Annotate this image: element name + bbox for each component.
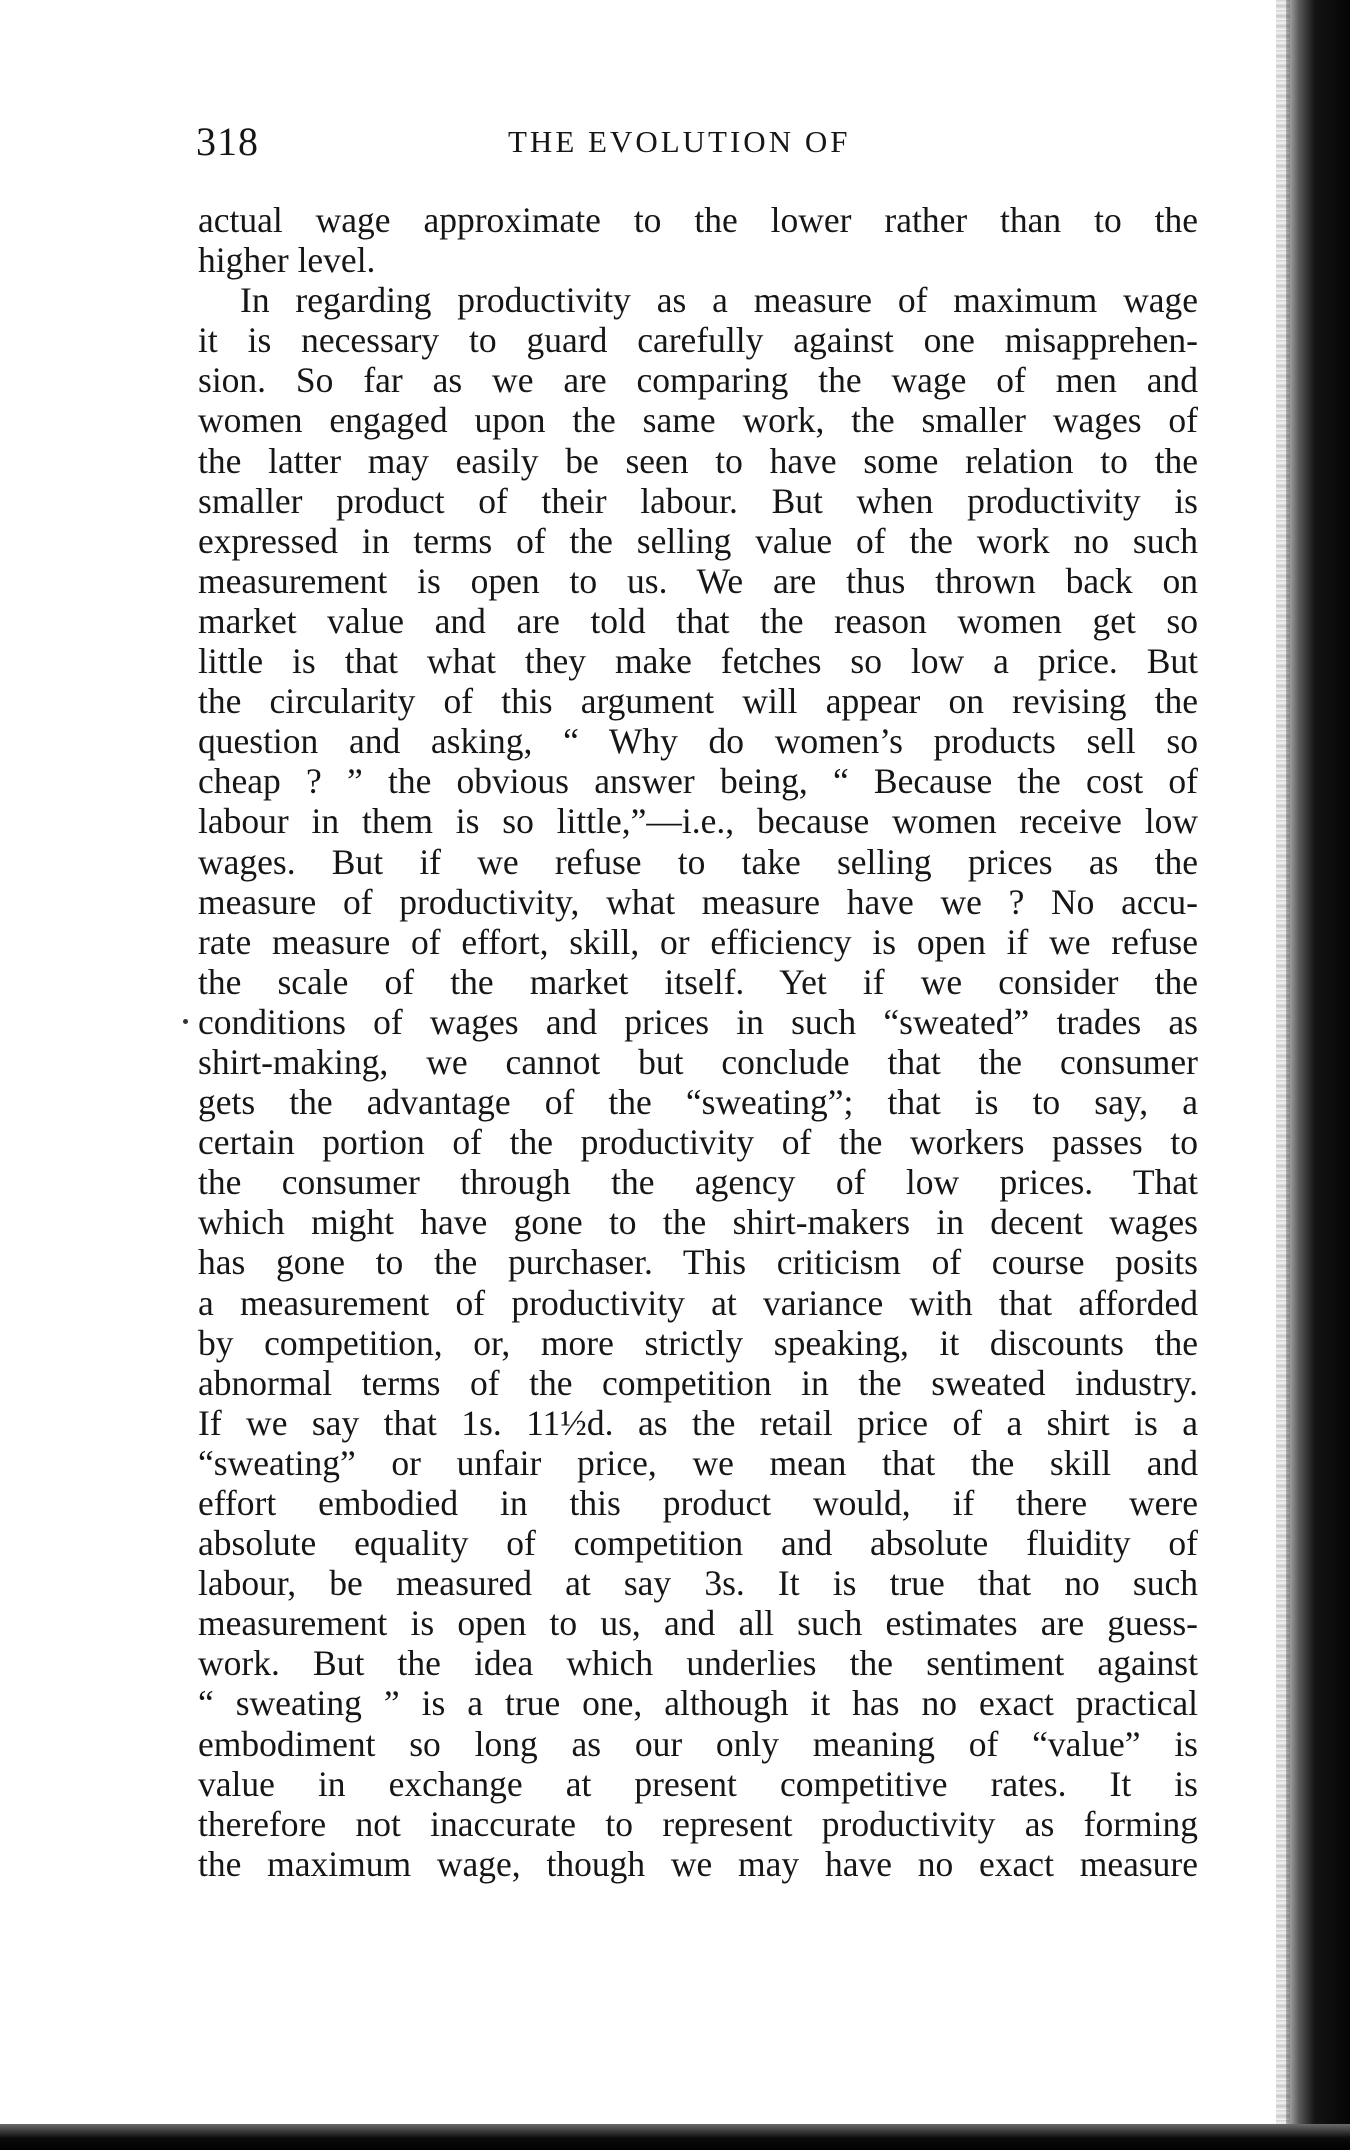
text-line: sion. So far as we are comparing the wage of men and (198, 360, 1198, 401)
text-line: measurement is open to us. We are thus thrown back on (198, 560, 1198, 601)
text-line: labour in them is so little,”—i.e., because women receive low (198, 801, 1198, 842)
text-line: the maximum wage, though we may have no exact measure (198, 1843, 1198, 1884)
text-line: by competition, or, more strictly speaking, it discounts the (198, 1322, 1198, 1363)
scan-shadow-bottom (0, 2124, 1350, 2150)
text-line: “ sweating ” is a true one, although it has no exact practical (198, 1683, 1198, 1724)
text-line: smaller product of their labour. But when productivity is (198, 480, 1198, 521)
text-line: absolute equality of competition and absolute fluidity of (198, 1523, 1198, 1564)
text-line: measure of productivity, what measure have we ? No accu- (198, 881, 1198, 922)
text-line: effort embodied in this product would, if there were (198, 1483, 1198, 1523)
text-line: cheap ? ” the obvious answer being, “ Because the cost of (198, 761, 1198, 802)
text-line: gets the advantage of the “sweating”; that is to say, a (198, 1082, 1198, 1123)
text-line: “sweating” or unfair price, we mean that the skill and (198, 1442, 1198, 1483)
text-line: value in exchange at present competitive rates. It is (198, 1763, 1198, 1804)
text-line: has gone to the purchaser. This criticism of course posits (198, 1242, 1198, 1283)
text-line: In regarding productivity as a measure of maximum wage (240, 280, 1198, 321)
margin-mark (183, 1019, 188, 1024)
page-number: 318 (196, 119, 259, 164)
text-line: wages. But if we refuse to take selling prices as the (198, 841, 1198, 882)
scan-shadow-right (1286, 0, 1350, 2150)
text-line: the consumer through the agency of low prices. That (198, 1162, 1198, 1203)
text-line: little is that what they make fetches so low a price. But (198, 641, 1198, 682)
text-line: actual wage approximate to the lower rather than to the (198, 200, 1198, 240)
text-line: a measurement of productivity at variance with that afforded (198, 1282, 1198, 1323)
text-line: the circularity of this argument will appear on revising the (198, 681, 1198, 722)
text-line: certain portion of the productivity of the workers passes to (198, 1122, 1198, 1163)
text-line: If we say that 1s. 11½d. as the retail price of a shirt is a (198, 1402, 1198, 1443)
text-line: which might have gone to the shirt-makers in decent wages (198, 1202, 1198, 1243)
text-line: question and asking, “ Why do women’s products sell so (198, 721, 1198, 762)
text-line: labour, be measured at say 3s. It is true that no such (198, 1563, 1198, 1604)
text-line: higher level. (198, 240, 376, 281)
text-line: shirt-making, we cannot but conclude that the consumer (198, 1041, 1198, 1082)
text-line: embodiment so long as our only meaning of “value” is (198, 1723, 1198, 1764)
page-header (196, 118, 1196, 168)
text-line: the latter may easily be seen to have some relation to the (198, 440, 1198, 481)
running-head: THE EVOLUTION OF (508, 124, 851, 159)
text-line: work. But the idea which underlies the sentiment against (198, 1643, 1198, 1684)
text-line: women engaged upon the same work, the smaller wages of (198, 400, 1198, 441)
text-line: market value and are told that the reason women get so (198, 600, 1198, 641)
text-line: the scale of the market itself. Yet if we consider the (198, 961, 1198, 1002)
text-line: abnormal terms of the competition in the sweated industry. (198, 1362, 1198, 1403)
text-line: it is necessary to guard carefully against one misapprehen- (198, 320, 1198, 361)
text-line: rate measure of effort, skill, or efficiency is open if we refuse (198, 921, 1198, 962)
text-line: measurement is open to us, and all such estimates are guess- (198, 1603, 1198, 1644)
text-line: expressed in terms of the selling value of the work no such (198, 520, 1198, 561)
text-line: conditions of wages and prices in such “sweated” trades as (198, 1001, 1198, 1042)
body-text (198, 200, 1198, 1884)
text-line: therefore not inaccurate to represent productivity as forming (198, 1803, 1198, 1844)
